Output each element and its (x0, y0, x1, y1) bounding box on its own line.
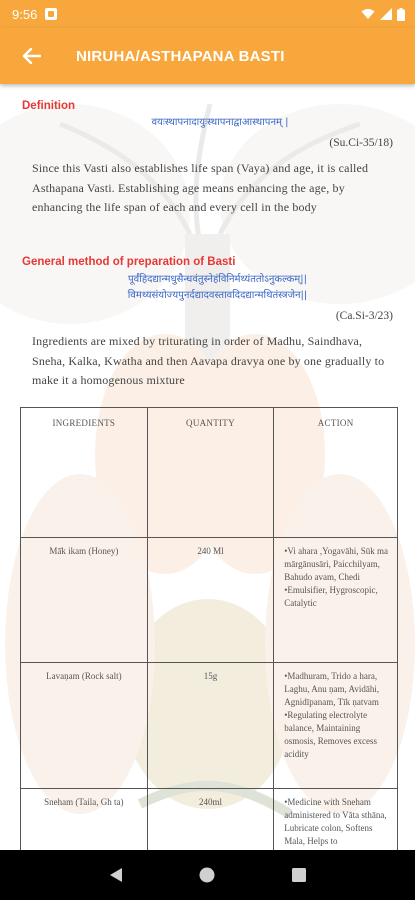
status-icons (361, 8, 405, 21)
status-bar (0, 0, 415, 28)
ingredient-cell: Mā̄k ikam (Honey) (21, 538, 148, 663)
app-bar (0, 28, 415, 84)
circle-home-icon (199, 867, 215, 883)
definition-text: Since this Vasti also establishes life span (Vaya) and age, it is called Asthapana Vasti. Establishing age means enhancing the age, by enhancing the life span of each and every cell in the body (32, 161, 369, 214)
preparation-reference: (Ca.Si-3/23) (335, 310, 393, 322)
table-header-ingredients: INGREDIENTS (21, 408, 148, 538)
definition-reference: (Su.Ci-35/18) (329, 137, 393, 149)
table-header-row (21, 408, 398, 538)
content-scroll-area[interactable] (0, 84, 415, 850)
definition-sanskrit: वयःस्थापनादायुःस्थापनाद्वाआस्थापनम् | (151, 117, 289, 128)
ingredient-cell: Lavaṇam (Rock salt) (21, 663, 148, 789)
back-button[interactable] (14, 38, 50, 74)
action-cell: •Madhuram, Trido a hara, Laghu, Anu ṇam, Avidāhi, Agnidīpanam, Tīk ṇatvam •Regulating electrolyte balance, Maintaining osmosis, Removes excess acidity (274, 663, 398, 789)
table-row (21, 538, 398, 663)
arrow-left-icon (23, 48, 41, 64)
square-recents-icon (292, 868, 306, 882)
preparation-sanskrit-line-1: पूर्वंहिदद्यान्मधुसैन्धवंतुस्नेहंविनिर्मथ्यंततोऽनुकल्कम्|| (128, 274, 307, 285)
preparation-heading: General method of preparation of Basti (22, 256, 236, 268)
preparation-text: Ingredients are mixed by triturating in order of Madhu, Saindhava, Sneha, Kalka, Kwatha and then Aavapa dravya one by one gradually to make it a homogenous mixture (32, 334, 385, 387)
quantity-cell: 15g (147, 663, 274, 789)
nav-back-button[interactable] (101, 860, 131, 890)
ingredients-table (20, 407, 398, 850)
wifi-icon (361, 8, 375, 20)
nav-recents-button[interactable] (284, 860, 314, 890)
preparation-sanskrit-line-2: विमथ्यसंयोज्यपुनर्दद्यादवस्तावदिदद्यान्मथितंस्त्रजेन|| (127, 290, 308, 301)
definition-heading: Definition (22, 100, 76, 112)
ingredient-cell: Sneham (Taila, Gh ta) (21, 789, 148, 851)
table-row (21, 663, 398, 789)
table-header-quantity: QUANTITY (147, 408, 274, 538)
quantity-cell: 240 Ml (147, 538, 274, 663)
system-navigation-bar (0, 850, 415, 900)
quantity-cell: 240ml (147, 789, 274, 851)
nav-home-button[interactable] (192, 860, 222, 890)
status-time: 9:56 (12, 6, 38, 22)
action-cell: •Vi ahara ,Yogavāhi, Sūk ma mārgānusāri, Paicchilyam, Bahudo avam, Chedi •Emulsifier, Hygroscopic, Catalytic (274, 538, 398, 663)
table-row (21, 789, 398, 851)
signal-icon (380, 8, 392, 20)
battery-icon (397, 8, 405, 21)
page-title: NIRUHA/ASTHAPANA BASTI (76, 47, 285, 65)
notification-icon (45, 8, 57, 20)
action-cell: •Medicine with Sneham administered to Vāta sthāna, Lubricate colon, Softens Mala, Helps to (274, 789, 398, 851)
table-header-action: ACTION (274, 408, 398, 538)
triangle-back-icon (109, 867, 123, 883)
